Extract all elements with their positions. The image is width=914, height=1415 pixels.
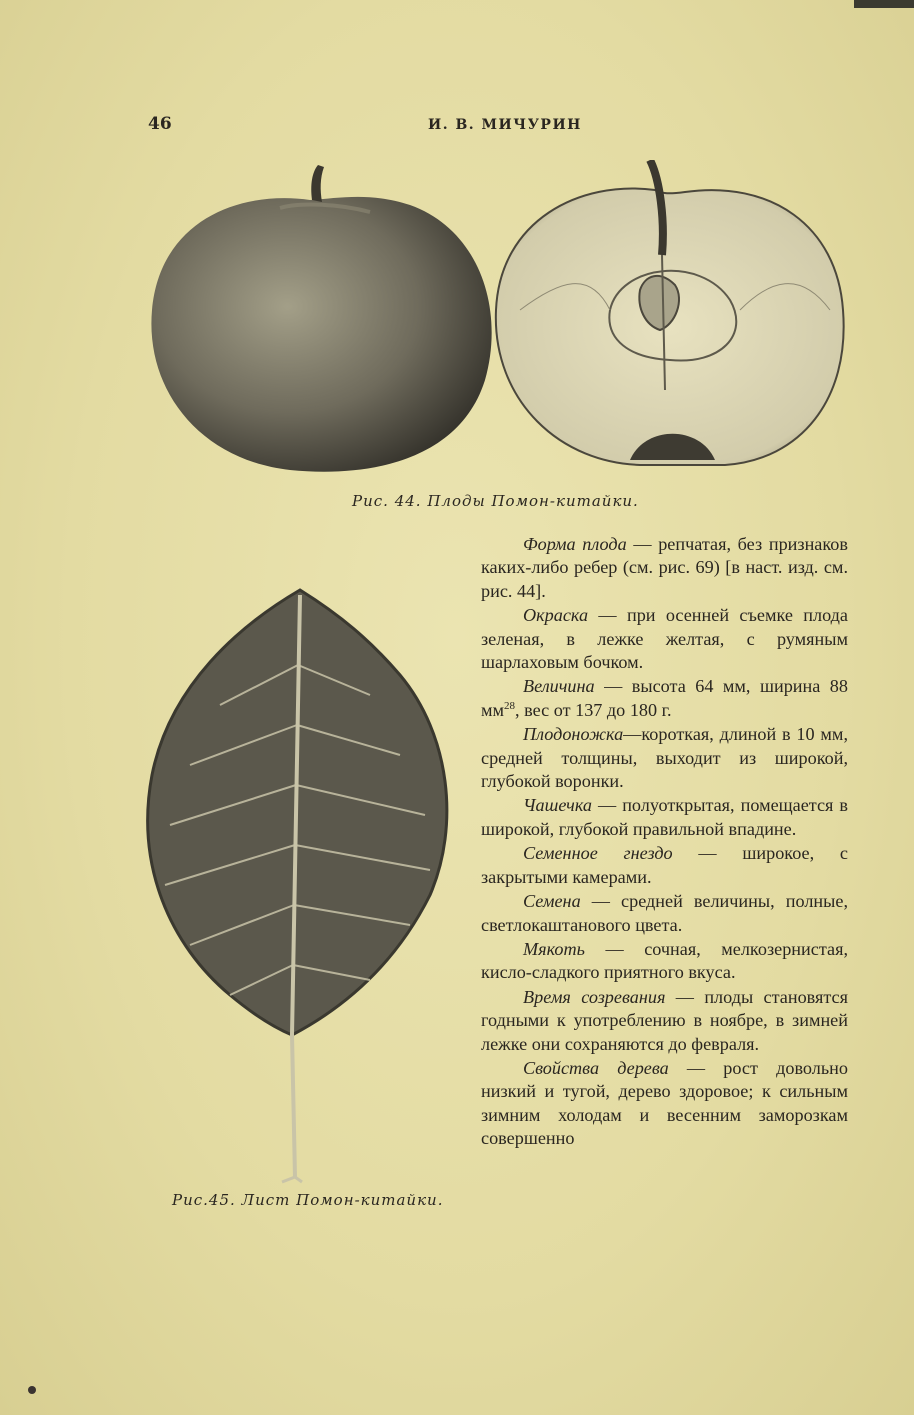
paragraph-seed-cavity: Семенное гнездо — широкое, с закрытыми камерами. — [481, 843, 848, 887]
figure-44-caption: Рис. 44. Плоды Помон-китайки. — [352, 492, 639, 510]
ink-spot — [28, 1386, 36, 1394]
paragraph-seeds: Семена — средней величины, полные, светлокаштанового цвета. — [481, 891, 848, 935]
paragraph-color: Окраска — при осенней съемке плода зеленая, в лежке желтая, с румяным шарлаховым бочком. — [481, 605, 848, 673]
paragraph-calyx: Чашечка — полуоткрытая, помещается в широкой, глубокой правильной впадине. — [481, 795, 848, 839]
apple-fruits-illustration — [140, 160, 852, 480]
whole-apple-image — [151, 165, 491, 472]
running-title: И. В. МИЧУРИН — [428, 117, 582, 133]
paragraph-flesh: Мякоть — сочная, мелкозернистая, кисло-сладкого приятного вкуса. — [481, 938, 848, 983]
paragraph-ripening: Время созревания — плоды становятся годными к употреблению в ноябре, в зимней лежке они сохраняются до февраля. — [481, 986, 848, 1054]
leaf-image — [148, 590, 447, 1182]
variety-description — [481, 533, 848, 1152]
paragraph-stalk: Плодоножка—короткая, длиной в 10 мм, средней толщины, выходит из широкой, глубокой воронки. — [481, 724, 848, 792]
page-number: 46 — [148, 114, 172, 134]
scan-edge-mark — [854, 0, 914, 8]
figure-45-caption: Рис.45. Лист Помон-китайки. — [172, 1191, 444, 1209]
paragraph-size: Величина — высота 64 мм, ширина 88 $мм^{28}$, вес от 137 до 180 г. — [481, 676, 848, 720]
leaf-illustration — [130, 585, 460, 1185]
paragraph-fruit-shape: Форма плода — репчатая, без признаков каких-либо ребер (см. рис. 69) [в наст. изд. см. рис. 44]. — [481, 534, 848, 601]
footnote-ref: 28 — [504, 699, 516, 712]
paragraph-tree-properties: Свойства дерева — рост довольно низкий и тугой, дерево здоровое; к сильным зимним холодам и весенним заморозкам совершенно — [481, 1057, 848, 1149]
apple-cross-section-image — [496, 160, 844, 465]
